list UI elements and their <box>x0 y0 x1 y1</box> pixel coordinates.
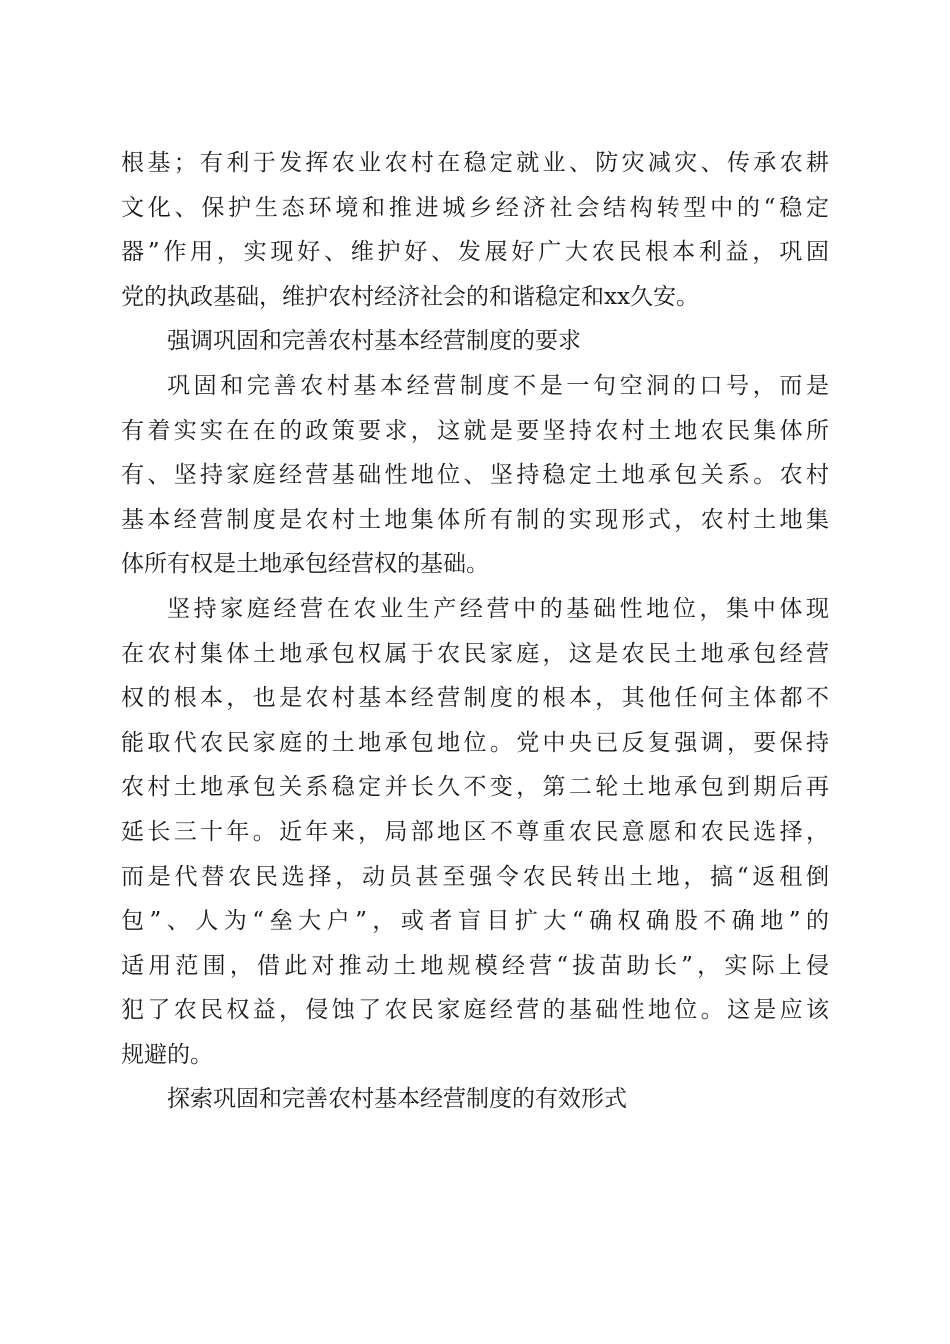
paragraph-line: 包”、人为“垒大户”，或者盲目扩大“确权确股不确地”的 <box>121 908 829 935</box>
paragraph-line: 权的根本，也是农村基本经营制度的根本，其他任何主体都不 <box>121 685 829 712</box>
paragraph-line: 体所有权是土地承包经营权的基础。 <box>121 551 489 578</box>
paragraph-line: 文化、保护生态环境和推进城乡经济社会结构转型中的“稳定 <box>121 194 829 221</box>
paragraph-line: 巩固和完善农村基本经营制度不是一句空洞的口号，而是 <box>167 372 829 399</box>
paragraph-3 <box>121 587 829 1078</box>
paragraph-line: 延长三十年。近年来，局部地区不尊重农民意愿和农民选择， <box>121 818 829 845</box>
paragraph-line: 能取代农民家庭的土地承包地位。党中央已反复强调，要保持 <box>121 729 829 756</box>
paragraph-line: 适用范围，借此对推动土地规模经营“拔苗助长”，实际上侵 <box>121 952 829 979</box>
paragraph-line: 有、坚持家庭经营基础性地位、坚持稳定土地承包关系。农村 <box>121 462 829 489</box>
paragraph-line: 在农村集体土地承包权属于农民家庭，这是农民土地承包经营 <box>121 640 829 667</box>
paragraph-line: 器”作用，实现好、维护好、发展好广大农民根本利益，巩固 <box>121 239 829 266</box>
paragraph-1 <box>121 141 829 319</box>
paragraph-line: 坚持家庭经营在农业生产经营中的基础性地位，集中体现 <box>167 595 829 622</box>
paragraph-2 <box>121 364 829 587</box>
paragraph-line: 有着实实在在的政策要求，这就是要坚持农村土地农民集体所 <box>121 417 829 444</box>
paragraph-line: 党的执政基础，维护农村经济社会的和谐稳定和xx久安。 <box>121 283 699 310</box>
paragraph-line: 规避的。 <box>121 1041 213 1068</box>
paragraph-line: 而是代替农民选择，动员甚至强令农民转出土地，搞“返租倒 <box>121 863 829 890</box>
paragraph-line: 根基；有利于发挥农业农村在稳定就业、防灾减灾、传承农耕 <box>121 150 829 176</box>
paragraph-line: 犯了农民权益，侵蚀了农民家庭经营的基础性地位。这是应该 <box>121 997 829 1024</box>
paragraph-line: 农村土地承包关系稳定并长久不变，第二轮土地承包到期后再 <box>121 774 829 801</box>
section-heading-2: 探索巩固和完善农村基本经营制度的有效形式 <box>167 1086 627 1113</box>
document-body <box>121 141 829 1122</box>
paragraph-line: 基本经营制度是农村土地集体所有制的实现形式，农村土地集 <box>121 506 829 533</box>
section-heading-1: 强调巩固和完善农村基本经营制度的要求 <box>167 328 581 355</box>
